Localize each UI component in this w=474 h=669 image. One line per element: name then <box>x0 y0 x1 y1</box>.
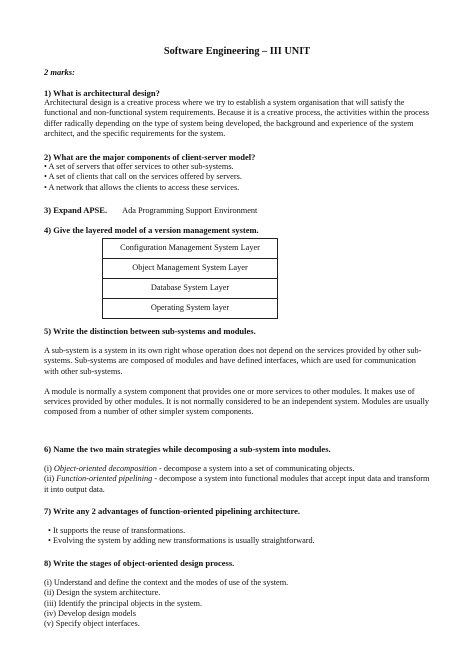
list-item: (ii) Function-oriented pipelining - decompose a system into functional modules that accept input data and transform it into output data. <box>44 474 430 494</box>
question-1-heading: 1) What is architectural design? <box>44 88 160 98</box>
question-4 <box>44 225 432 235</box>
list-item: • It supports the reuse of transformations. <box>48 526 186 536</box>
layer-object-management: Object Management System Layer <box>103 259 278 279</box>
question-4-heading: 4) Give the layered model of a version management system. <box>44 225 259 235</box>
question-1 <box>44 88 432 139</box>
question-5-paragraph-1: A sub-system is a system in its own right whose operation does not depend on the services provided by other sub-systems. Sub-systems are composed of modules and have defined interfaces, which are used for communication with other sub-systems. <box>44 346 422 376</box>
layered-model-table <box>102 238 278 319</box>
list-item: (v) Specify object interfaces. <box>44 619 140 629</box>
list-item: (iii) Identify the principal objects in the system. <box>44 598 203 608</box>
list-item: • A set of servers that offer services to other sub-systems. <box>44 162 234 172</box>
layer-operating-system: Operating System layer <box>103 299 278 319</box>
page-title: Software Engineering – III UNIT <box>163 46 311 57</box>
layer-database-system: Database System Layer <box>103 279 278 299</box>
question-2 <box>44 152 432 193</box>
list-item: • A set of clients that call on the services offered by servers. <box>44 172 242 182</box>
question-3-answer: Ada Programming Support Environment <box>122 206 258 215</box>
question-5 <box>44 326 432 417</box>
layer-configuration-management: Configuration Management System Layer <box>103 239 278 259</box>
list-item: (ii) Design the system architecture. <box>44 588 161 598</box>
list-item: • A network that allows the clients to access these services. <box>44 182 240 192</box>
question-1-answer: Architectural design is a creative process where we try to establish a system organisation that will satisfy the functional and non-functional system requirements. Because it is a creative process, the activities within the process differ radically depending on the type of system being developed, the background and experience of the system architect, and the specific requirements for the system. <box>44 98 429 138</box>
question-3-heading: 3) Expand APSE. <box>44 205 108 215</box>
question-5-paragraph-2: A module is normally a system component that provides one or more services to other modules. It makes use of services provided by other modules. It is not normally considered to be an independent system. Modules are usually composed from a number of other simpler system components. <box>44 386 430 417</box>
question-7-heading: 7) Write any 2 advantages of function-oriented pipelining architecture. <box>44 506 301 516</box>
question-3 <box>44 205 432 216</box>
question-2-heading: 2) What are the major components of client-server model? <box>44 152 256 162</box>
question-5-heading: 5) Write the distinction between sub-systems and modules. <box>44 326 256 336</box>
list-item: • Evolving the system by adding new transformations is usually straightforward. <box>48 536 315 546</box>
question-6-heading: 6) Name the two main strategies while decomposing a sub-system into modules. <box>44 444 331 454</box>
marks-heading: 2 marks: <box>44 67 75 77</box>
question-7 <box>44 506 432 547</box>
question-8-heading: 8) Write the stages of object-oriented design process. <box>44 558 235 568</box>
list-item: (i) Understand and define the context and the modes of use of the system. <box>44 578 289 588</box>
list-item: (iv) Develop design models <box>44 608 136 618</box>
question-8 <box>44 558 432 629</box>
list-item: (i) Object-oriented decomposition - decompose a system into a set of communicating objects. <box>44 464 355 474</box>
question-6 <box>44 444 432 495</box>
